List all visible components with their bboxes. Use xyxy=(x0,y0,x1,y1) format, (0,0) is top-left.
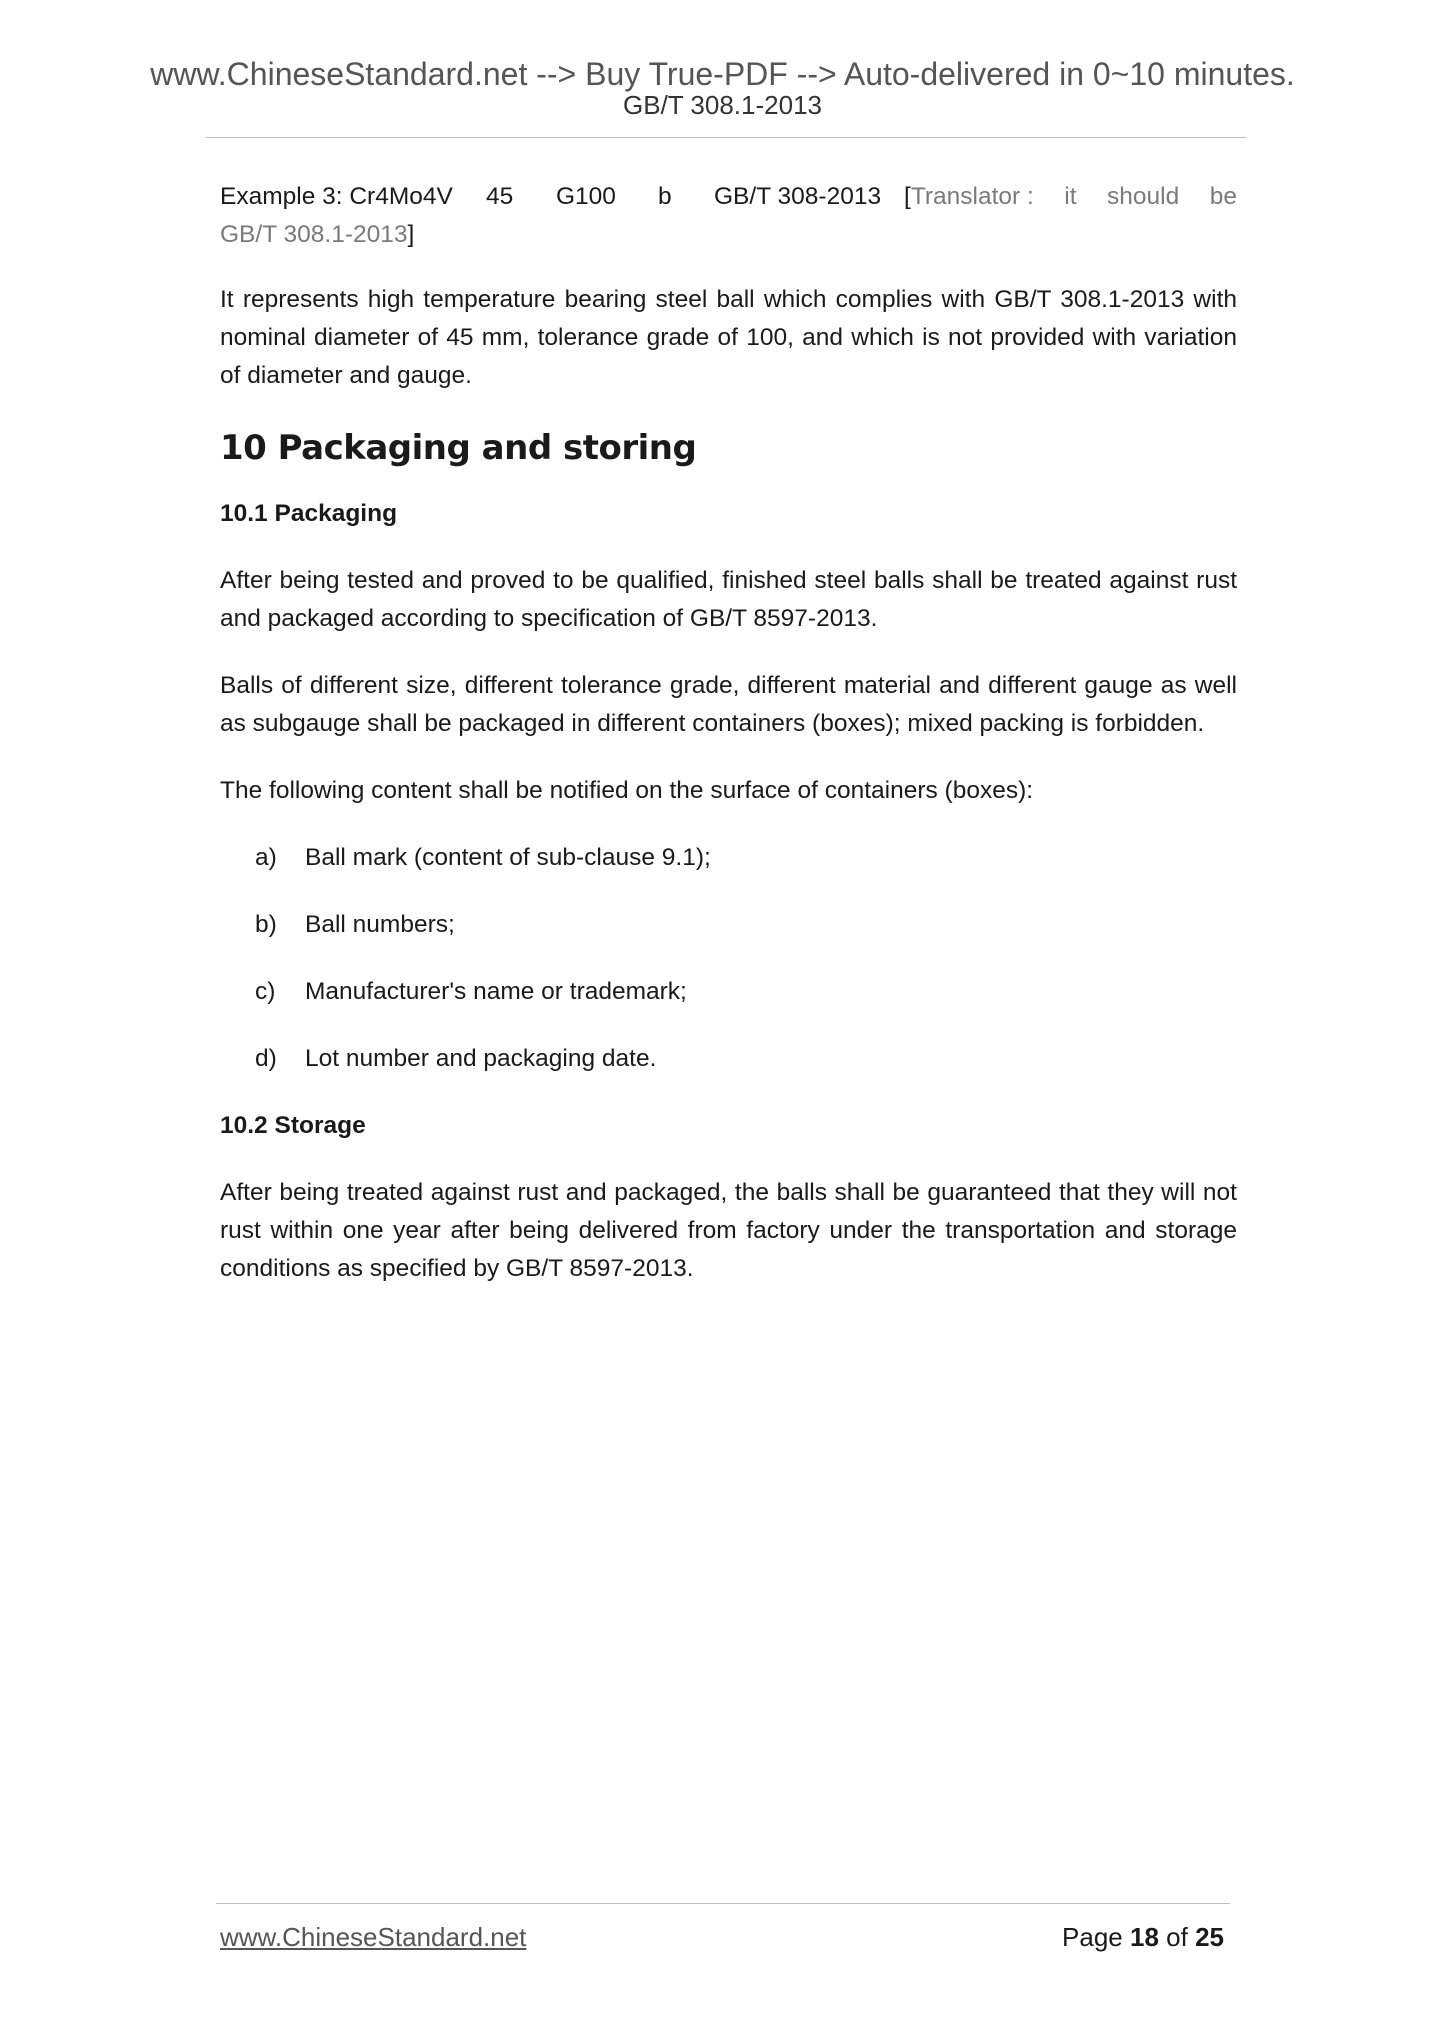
note-word: should xyxy=(1107,183,1180,210)
footer-site-link[interactable]: www.ChineseStandard.net xyxy=(220,1922,527,1952)
packaging-paragraph-3: The following content shall be notified on the surface of containers (boxes): xyxy=(220,777,1034,804)
example-label: Example 3: Cr4Mo4V xyxy=(220,183,453,210)
note-word: it xyxy=(1064,183,1077,210)
list-marker: c) xyxy=(255,978,276,1005)
list-item xyxy=(220,1040,1237,1078)
page-total: 25 xyxy=(1195,1922,1224,1952)
translator-note-continuation xyxy=(220,216,1237,254)
header-divider xyxy=(206,137,1246,138)
list-text: Ball mark (content of sub-clause 9.1); xyxy=(305,844,711,871)
example-mark: b xyxy=(658,183,672,210)
list-marker: d) xyxy=(255,1045,277,1072)
page-content xyxy=(220,178,1237,1288)
example-diameter: 45 xyxy=(486,183,514,210)
page-current: 18 xyxy=(1130,1922,1159,1952)
packaging-paragraph-1: After being tested and proved to be qualified, finished steel balls shall be treated against rust and packaged according to specification of GB/T 8597-2013. xyxy=(220,567,1237,632)
packaging-paragraph-2: Balls of different size, different tolerance grade, different material and different gauge as well as subgauge shall be packaged in different containers (boxes); mixed packing is forbidden. xyxy=(220,672,1237,737)
standard-code: GB/T 308.1-2013 xyxy=(623,90,822,120)
example-grade: G100 xyxy=(556,183,616,210)
storage-paragraph-1: After being treated against rust and packaged, the balls shall be guaranteed that they will not rust within one year after being delivered from factory under the transportation and storage conditions as specified by GB/T 8597-2013. xyxy=(220,1179,1237,1282)
note-open-bracket: [ xyxy=(904,183,911,210)
list-text: Manufacturer's name or trademark; xyxy=(305,978,687,1005)
example-standard: GB/T 308-2013 xyxy=(714,183,882,210)
footer-divider xyxy=(216,1903,1230,1904)
example-explanation: It represents high temperature bearing steel ball which complies with GB/T 308.1-2013 with nominal diameter of 45 mm, tolerance grade of 100, and which is not provided with variation of diameter and gauge. xyxy=(220,286,1237,389)
header-banner: www.ChineseStandard.net --> Buy True-PDF --> Auto-delivered in 0~10 minutes. xyxy=(150,56,1295,92)
section-10-heading: 10 Packaging and storing xyxy=(220,428,697,468)
section-10-1-heading: 10.1 Packaging xyxy=(220,500,398,527)
example-3-line xyxy=(220,178,1237,216)
translator-note xyxy=(904,178,1237,216)
list-marker: a) xyxy=(255,844,277,871)
section-10-2-heading: 10.2 Storage xyxy=(220,1112,366,1139)
note-close-bracket: ] xyxy=(407,221,415,248)
list-item xyxy=(220,973,1237,1011)
list-item xyxy=(220,839,1237,877)
page-of: of xyxy=(1166,1922,1188,1952)
list-item xyxy=(220,906,1237,944)
page-number xyxy=(1062,1922,1224,1952)
list-text: Ball numbers; xyxy=(305,911,455,938)
note-word: be xyxy=(1209,183,1237,210)
page-prefix: Page xyxy=(1062,1922,1123,1952)
note-word: Translator : xyxy=(910,183,1034,210)
list-text: Lot number and packaging date. xyxy=(305,1045,657,1072)
note-continuation-text: GB/T 308.1-2013 xyxy=(220,221,408,248)
list-marker: b) xyxy=(255,911,277,938)
